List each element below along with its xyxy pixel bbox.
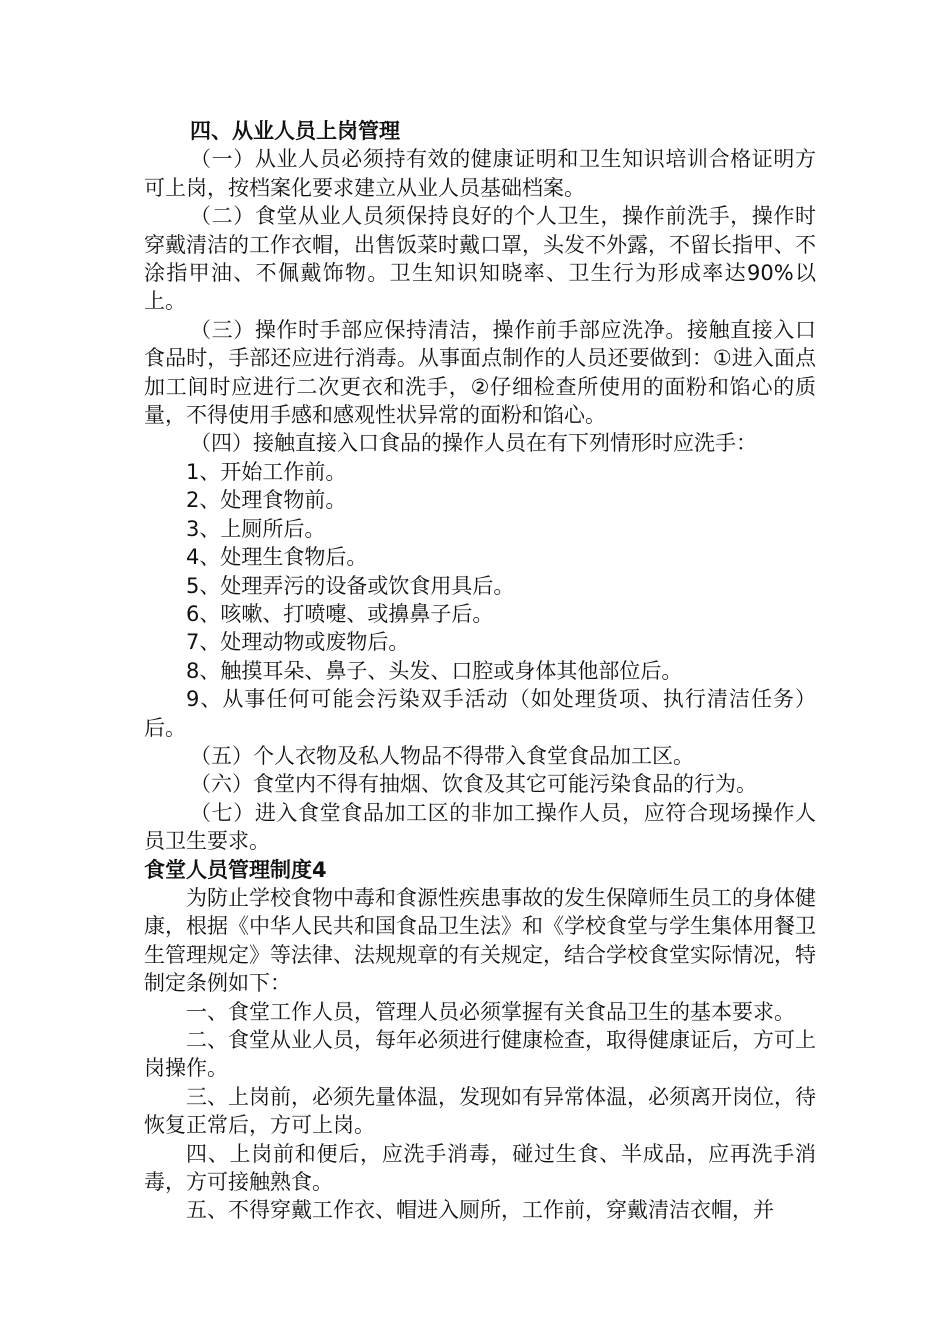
list-item: 6、咳嗽、打喷嚏、或擤鼻子后。 [186, 601, 494, 626]
list-item: 3、上厕所后。 [186, 516, 326, 541]
paragraph: （二）食堂从业人员须保持良好的个人卫生，操作前洗手，操作时穿戴清洁的工作衣帽，出售饭菜时戴口罩，头发不外露，不留长指甲、不涂指甲油、不佩戴饰物。卫生知识知晓率、卫生行为形成率达90%以上。 [144, 204, 816, 314]
list-item: 5、处理弄污的设备或饮食用具后。 [186, 573, 515, 598]
list-item: 三、上岗前，必须先量体温，发现如有异常体温，必须离开岗位，待恢复正常后，方可上岗。 [144, 1084, 816, 1138]
paragraph: （三）操作时手部应保持清洁，操作前手部应洗净。接触直接入口食品时，手部还应进行消毒。从事面点制作的人员还要做到：①进入面点加工间时应进行二次更衣和洗手，②仔细检查所使用的面粉和馅心的质量，不得使用手感和感观性状异常的面粉和馅心。 [144, 317, 816, 428]
list-item: 二、食堂从业人员，每年必须进行健康检查，取得健康证后，方可上岗操作。 [144, 1028, 816, 1081]
list-item: 四、上岗前和便后，应洗手消毒，碰过生食、半成品，应再洗手消毒，方可接触熟食。 [144, 1141, 816, 1195]
document-page [144, 117, 816, 1225]
paragraph: （四）接触直接入口食品的操作人员在有下列情形时应洗手： [190, 431, 757, 456]
list-item: 2、处理食物前。 [186, 488, 347, 513]
paragraph: （六）食堂内不得有抽烟、饮食及其它可能污染食品的行为。 [190, 772, 757, 797]
paragraph: （七）进入食堂食品加工区的非加工操作人员，应符合现场操作人员卫生要求。 [144, 800, 816, 854]
paragraph: 为防止学校食物中毒和食源性疾患事故的发生保障师生员工的身体健康，根据《中华人民共和国食品卫生法》和《学校食堂与学生集体用餐卫生管理规定》等法律、法规规章的有关规定，结合学校食堂实际情况，特制定条例如下： [144, 885, 816, 996]
list-item: 7、处理动物或废物后。 [186, 630, 410, 655]
list-item: 9、从事任何可能会污染双手活动（如处理货项、执行清洁任务）后。 [144, 687, 816, 740]
section-heading: 四、从业人员上岗管理 [190, 119, 400, 143]
list-item: 一、食堂工作人员，管理人员必须掌握有关食品卫生的基本要求。 [186, 999, 795, 1024]
document-heading: 食堂人员管理制度4 [144, 857, 327, 882]
paragraph: （五）个人衣物及私人物品不得带入食堂食品加工区。 [190, 743, 694, 768]
list-item: 8、触摸耳朵、鼻子、头发、口腔或身体其他部位后。 [186, 658, 683, 683]
list-item: 五、不得穿戴工作衣、帽进入厕所，工作前，穿戴清洁衣帽，并 [186, 1198, 774, 1223]
list-item: 1、开始工作前。 [186, 459, 347, 484]
paragraph: （一）从业人员必须持有效的健康证明和卫生知识培训合格证明方可上岗，按档案化要求建立从业人员基础档案。 [144, 147, 816, 200]
list-item: 4、处理生食物后。 [186, 545, 368, 570]
